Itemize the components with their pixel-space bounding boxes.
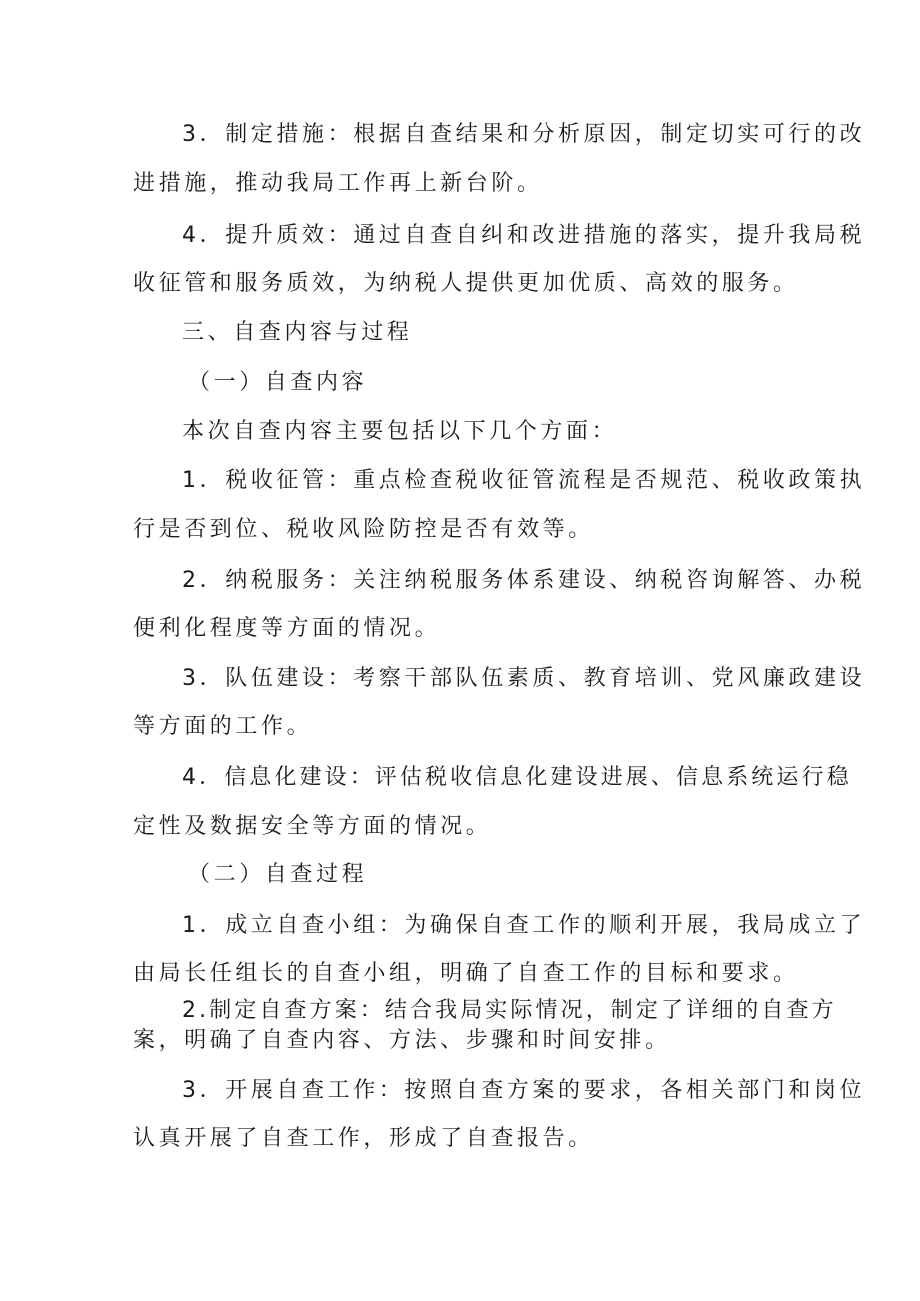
content-item-2-line-1: 2．纳税服务：关注纳税服务体系建设、纳税咨询解答、办税 — [182, 568, 866, 593]
content-item-1-line-2: 行是否到位、税收风险防控是否有效等。 — [133, 517, 594, 542]
content-item-3-line-1: 3．队伍建设：考察干部队伍素质、教育培训、党风廉政建设 — [182, 666, 866, 691]
content-item-4-line-1: 4．信息化建设：评估税收信息化建设进展、信息系统运行稳 — [182, 765, 852, 790]
content-item-4-line-2: 定性及数据安全等方面的情况。 — [133, 814, 492, 839]
section-heading-3: 三、自查内容与过程 — [182, 320, 413, 345]
process-item-1-line-1: 1．成立自查小组：为确保自查工作的顺利开展，我局成立了 — [182, 913, 866, 938]
process-item-2-line-1: 2.制定自查方案：结合我局实际情况，制定了详细的自查方 — [182, 998, 837, 1023]
process-item-3-line-2: 认真开展了自查工作，形成了自查报告。 — [133, 1126, 594, 1151]
paragraph-3-line-1: 3．制定措施：根据自查结果和分析原因，制定切实可行的改 — [182, 122, 866, 147]
subsection-heading-2: （二）自查过程 — [188, 862, 368, 887]
content-item-2-line-2: 便利化程度等方面的情况。 — [133, 616, 441, 641]
process-item-1-line-2: 由局长任组长的自查小组，明确了自查工作的目标和要求。 — [133, 961, 799, 986]
process-item-2-line-2: 案，明确了自查内容、方法、步骤和时间安排。 — [133, 1028, 671, 1053]
paragraph-4-line-1: 4．提升质效：通过自查自纠和改进措施的落实，提升我局税 — [182, 223, 866, 248]
subsection-heading-1: （一）自查内容 — [188, 370, 368, 395]
content-item-3-line-2: 等方面的工作。 — [133, 714, 313, 739]
paragraph-4-line-2: 收征管和服务质效，为纳税人提供更加优质、高效的服务。 — [133, 271, 799, 296]
process-item-3-line-1: 3．开展自查工作：按照自查方案的要求，各相关部门和岗位 — [182, 1078, 866, 1103]
content-item-1-line-1: 1．税收征管：重点检查税收征管流程是否规范、税收政策执 — [182, 468, 866, 493]
paragraph-3-line-2: 进措施，推动我局工作再上新台阶。 — [133, 171, 543, 196]
intro-paragraph: 本次自查内容主要包括以下几个方面： — [182, 419, 618, 444]
